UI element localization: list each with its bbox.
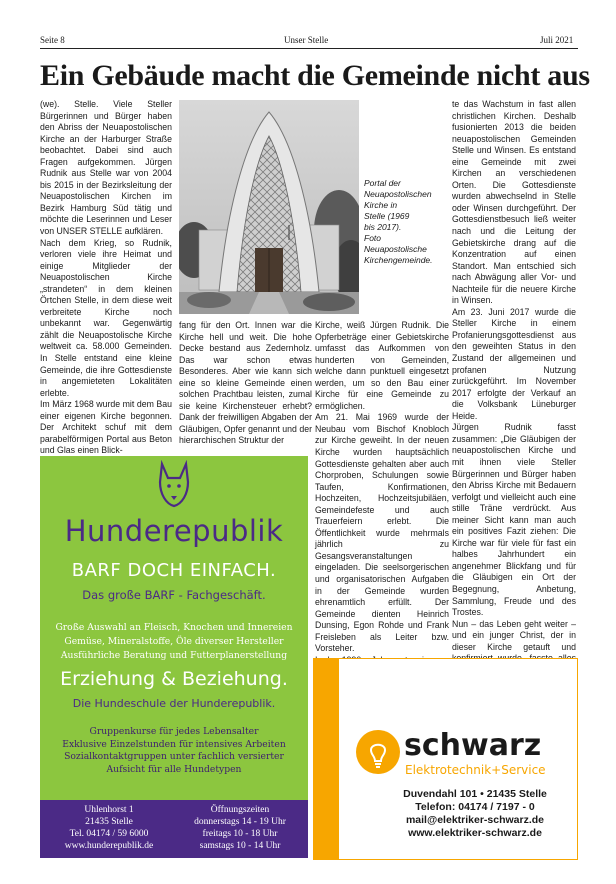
feature-item: Große Auswahl an Fleisch, Knochen und Innereien xyxy=(55,622,293,633)
page-number: Seite 8 xyxy=(40,35,65,45)
article-column-1 xyxy=(40,99,172,457)
hunderepublik-address xyxy=(44,804,174,852)
hours-title: Öffnungszeiten xyxy=(210,805,270,815)
paragraph: Kirche, weiß Jürgen Rudnik. Die Opferbeträge einer Gebietskirche umfasst das Aufkommen von hunderten von Gemeinden, welche dann punktuell eingesetzt werden, um so den Bau einer Kirche für eine Gemeinde zu ermöglichen. xyxy=(315,320,449,411)
hundeschule-slogan: Erziehung & Beziehung. xyxy=(60,668,288,690)
course-item: Aufsicht für alle Hundetypen xyxy=(106,763,242,775)
paragraph: fang für den Ort. Innen war die Kirche hell und weit. Die hohe Decke bestand aus Zedernholz. Das war schon etwas Besonderes. Aber wie kann sich eine so kleine Gemeinde einen solchen Prachtbau leisten, zumal sie keine Kirchensteuer erhebt? Dank der freiwilligen Abgaben der Gläubigen, Opfer genannt und der hierarchischen Struktur der xyxy=(179,320,312,446)
hunderepublik-hours xyxy=(174,804,306,852)
feature-item: Ausführliche Beratung und Futterplanerstellung xyxy=(60,650,288,661)
publication-name: Unser Stelle xyxy=(284,35,329,45)
paragraph: (we). Stelle. Viele Steller Bürgerinnen und Bürger haben den Abriss der Neuapostolischen Kirche an der Harburger Straße beobachtet. Dabei sind auch Fragen aufgekommen. Jürgen Rudnik aus Stelle war von 2004 bis 2015 in der Bezirksleitung der Neuapostolischen Kirchen im Bezirk Hamburg Süd tätig und möchte die Leserinnen und Leser von UNSER STELLE aufklären. xyxy=(40,99,172,237)
schwarz-ad-accent xyxy=(313,658,339,860)
schwarz-phone: Telefon: 04174 / 7197 - 0 xyxy=(415,801,535,813)
hunderepublik-contact-bar xyxy=(40,800,308,858)
header-rule xyxy=(40,48,578,49)
feature-item: Gemüse, Mineralstoffe, Öle diverser Hersteller xyxy=(64,636,284,647)
address-phone: Tel. 04174 / 59 6000 xyxy=(69,829,149,839)
hundeschule-subtitle: Die Hundeschule der Hunderepublik. xyxy=(72,697,276,710)
website-link[interactable]: www.hunderepublik.de xyxy=(64,841,154,851)
paragraph: Jürgen Rudnik fasst zusammen: „Die Gläubigen der neuapostolischen Kirche und mit ihnen viele Steller Bürgerinnen und Bürger haben den Abriss Kirche mit Bedauern verfolgt und vielleicht auch eine stille Träne verdrückt. Aus meiner Sicht kann man auch ein positives Fazit ziehen: Die Kirche war für viele für fast ein halbes Jahrhundert ein angenehmer Blickfang und für die Gläubigen ein Ort der Begegnung, Anbetung, Sammlung, Freude und des Trostes. xyxy=(452,422,576,618)
article-column-3 xyxy=(315,320,449,666)
schwarz-address: Duvendahl 101 • 21435 Stelle xyxy=(403,788,547,800)
course-item: Gruppenkurse für jedes Lebensalter xyxy=(89,726,259,737)
article-headline: Ein Gebäude macht die Gemeinde nicht aus xyxy=(40,59,590,92)
schwarz-subtitle: Elektrotechnik+Service xyxy=(405,763,546,777)
schwarz-email-link[interactable]: mail@elektriker-schwarz.de xyxy=(405,814,545,826)
schwarz-contact xyxy=(380,788,570,840)
course-list xyxy=(40,726,308,776)
paragraph: te das Wachstum in fast allen christlichen Kirchen. Deshalb fusionierten 2013 die beiden neuapostolischen Gemeinden Stelle und Winsen. Es entstand eine Gemeinde mit zwei Kirchen an verschiedenen Orten. Die Gottesdienste wurden abwechselnd in Stelle oder Winsen durchgeführt. Der Gottesdienstbesuch ließ weiter nach und die Leitung der Gebietskirche drang auf die Konzentration auf einen Standort. Man entschied sich nach Abwägung aller Vor- und Nachteile für die neuere Kirche in Winsen. xyxy=(452,99,576,306)
hunderepublik-ad[interactable] xyxy=(40,456,308,800)
course-item: Exklusive Einzelstunden für intensives Arbeiten xyxy=(62,738,286,750)
hunderepublik-logo: Hunderepublik xyxy=(64,514,284,548)
feature-list xyxy=(40,621,308,663)
hours-friday: freitags 10 - 18 Uhr xyxy=(202,829,278,839)
course-item: Sozialkontaktgruppen unter fachlich versierter xyxy=(64,751,284,762)
address-street: Uhlenhorst 1 xyxy=(84,805,134,815)
lightbulb-icon xyxy=(354,728,402,784)
barf-tagline: BARF DOCH EINFACH. xyxy=(71,560,277,581)
hours-thursday: donnerstags 14 - 19 Uhr xyxy=(194,817,286,827)
article-column-4 xyxy=(452,99,576,711)
hours-saturday: samstags 10 - 14 Uhr xyxy=(199,841,281,851)
schwarz-logo: schwarz xyxy=(404,728,542,763)
issue-date: Juli 2021 xyxy=(540,35,574,45)
address-city: 21435 Stelle xyxy=(85,817,133,827)
paragraph: Am 21. Mai 1969 wurde der Neubau vom Bischof Knobloch zur Kirche geweiht. In der neuen Kirche wurden hauptsächlich Gottesdienste gehalten aber auch Chorproben, Schulungen sowie Taufen, Konfirmationen, Hochzeiten, Hochzeitsjubiläen, Gemeindefeste und auch Trauerfeiern erlebt. Die Öffentlichkeit wurde mehrmals jährlich zu Gesangsveranstaltungen eingeladen. Die seelsorgerischen und organisatorischen Aufgaben in der Gemeinde wurden ehrenamtlich erfüllt. Der Gemeinde dienten Heinrich Dunsing, Egon Rohde und Frank Freisleben als Leiter bzw. Vorsteher. xyxy=(315,412,449,654)
article-column-2 xyxy=(179,320,312,447)
church-photo xyxy=(179,100,359,314)
schwarz-website-link[interactable]: www.elektriker-schwarz.de xyxy=(408,827,542,839)
paragraph: Nun – das Leben geht weiter – und ein junger Christ, der in dieser Kirche getauft und xyxy=(452,618,576,652)
dog-head-icon xyxy=(154,460,194,510)
barf-subtitle: Das große BARF - Fachgeschäft. xyxy=(82,588,266,602)
paragraph: Nach dem Krieg, so Rudnik, verloren viele ihre Heimat und einige Mitglieder der Neuapostolischen Kirche „strandeten“ in dem kleinen Örtchen Stelle, in dem diese weit verbreitete Kirche noch unbekannt war. Gegenwärtig zählt die Neuapostolische Kirche weltweit ca. 58.000 Gemeinden. In Stelle entstand eine kleine Gemeinde, die ihre Gottesdienste in angemieteten Lokalitäten erlebte. xyxy=(40,237,172,398)
paragraph: Am 23. Juni 2017 wurde die Steller Kirche in einem Profanierungsgottesdienst aus den geweihten Status in den Zustand der allgemeinen und profanen Nutzung zurückgeführt. Im November 2017 erfolgte der Verkauf an die Volksbank Lüneburger Heide. xyxy=(452,306,576,421)
paragraph: Im März 1968 wurde mit dem Bau einer eigenen Kirche begonnen. Der Architekt schuf mit dem parabelförmigen Portal aus Beton und Glas einen Blick- xyxy=(40,399,172,456)
photo-caption: Portal der Neuapostolischen Kirche in Stelle (1969 bis 2017). Foto Neuapostolische Kirchengemeinde. xyxy=(364,178,433,265)
